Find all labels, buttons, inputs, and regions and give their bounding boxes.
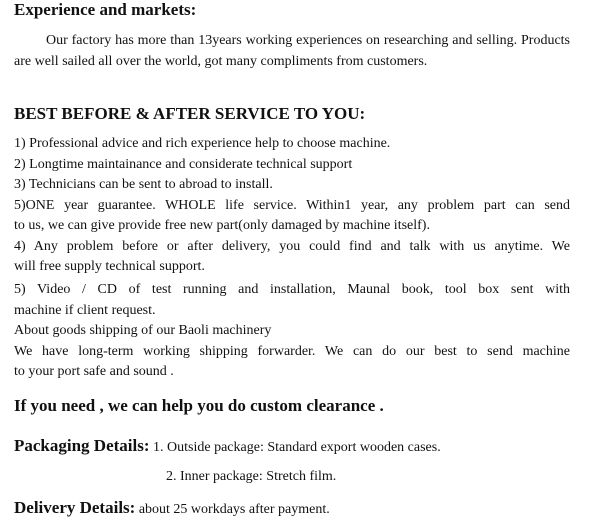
- service-line-7: will free supply technical support.: [14, 259, 205, 274]
- experience-paragraph: Our factory has more than 13years working experiences on researching and selling. Products are well sailed all over the world, got many compliments from customers.: [14, 33, 570, 69]
- service-line-12: to your port safe and sound .: [14, 364, 174, 379]
- delivery-label: Delivery Details:: [14, 498, 136, 517]
- service-line-11: We have long-term working shipping forwarder. We can do our best to send machine: [14, 344, 570, 359]
- service-heading: BEST BEFORE & AFTER SERVICE TO YOU:: [14, 104, 366, 123]
- delivery-row: [14, 498, 330, 521]
- service-line-10: About goods shipping of our Baoli machinery: [14, 323, 272, 338]
- service-line-6: 4) Any problem before or after delivery, you could find and talk with us anytime. We: [14, 239, 570, 254]
- packaging-row: [14, 436, 441, 459]
- service-line-9: machine if client request.: [14, 303, 156, 318]
- experience-heading: Experience and markets:: [14, 0, 197, 19]
- service-line-3: 3) Technicians can be sent to abroad to install.: [14, 177, 273, 192]
- service-line-5: to us, we can give provide free new part(only damaged by machine itself).: [14, 218, 430, 233]
- service-line-2: 2) Longtime maintainance and considerate technical support: [14, 157, 353, 172]
- service-line-1: 1) Professional advice and rich experience help to choose machine.: [14, 136, 391, 151]
- customs-clearance-note: If you need , we can help you do custom clearance .: [14, 396, 384, 415]
- packaging-item-1: 1. Outside package: Standard export wooden cases.: [153, 440, 441, 455]
- delivery-value: about 25 workdays after payment.: [138, 502, 330, 517]
- service-line-4: 5)ONE year guarantee. WHOLE life service. Within1 year, any problem part can send: [14, 198, 570, 213]
- packaging-label: Packaging Details:: [14, 436, 150, 455]
- service-line-8: 5) Video / CD of test running and installation, Maunal book, tool box sent with: [14, 282, 570, 297]
- packaging-item-2: 2. Inner package: Stretch film.: [166, 469, 337, 484]
